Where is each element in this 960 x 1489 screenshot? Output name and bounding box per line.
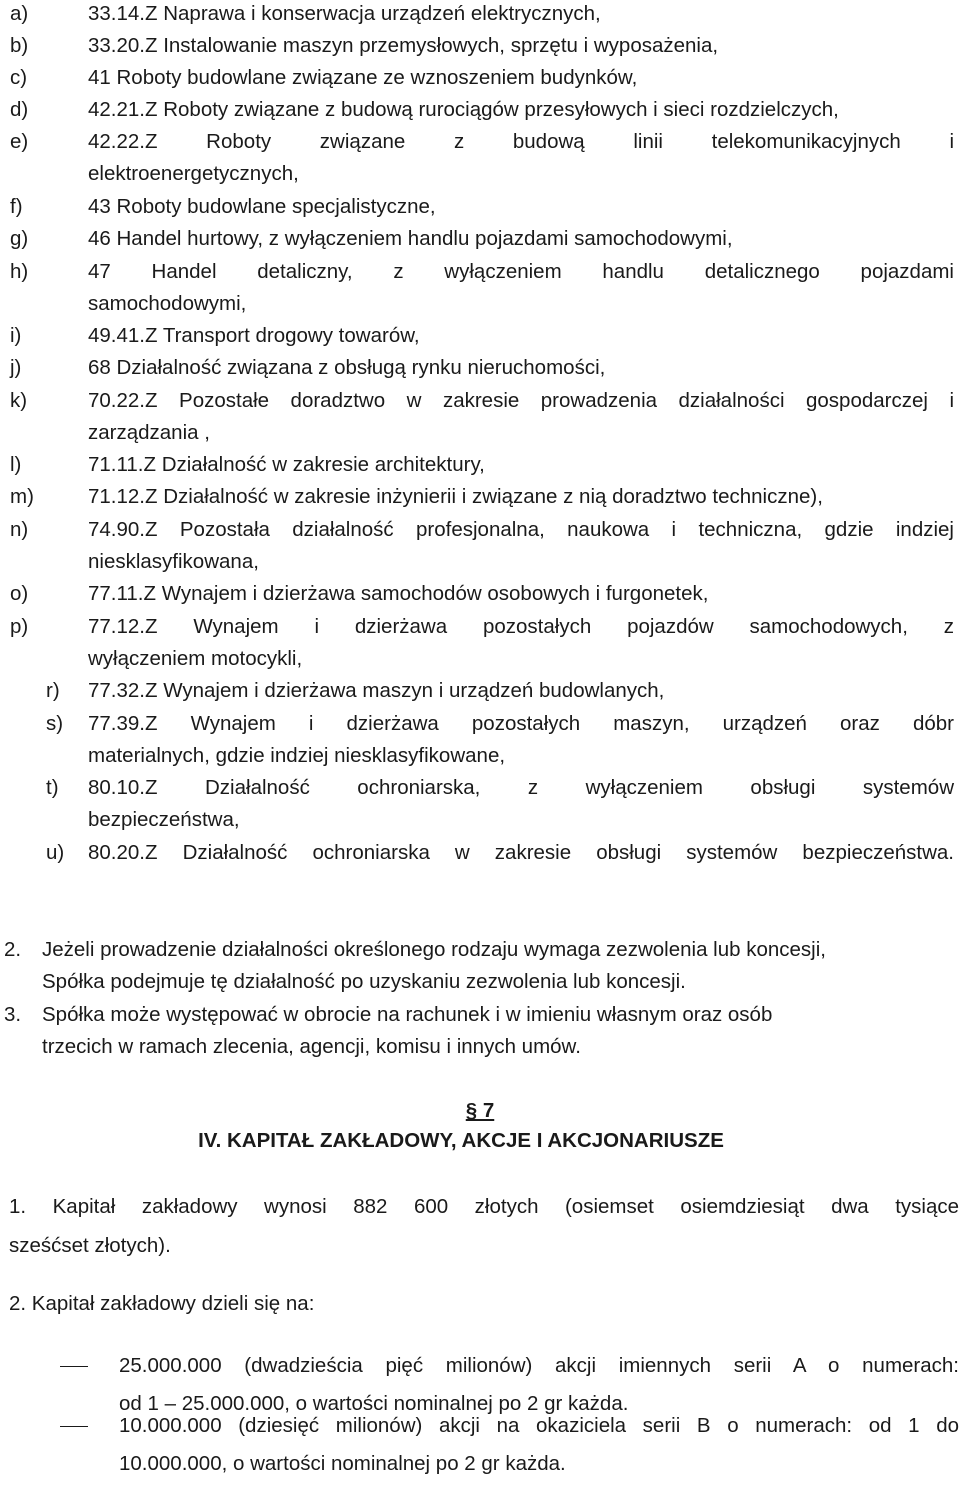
list-item-label: c) bbox=[10, 66, 28, 89]
dash-bullet-icon bbox=[60, 1366, 88, 1367]
list-item-text: 80.20.Z Działalność ochroniarska w zakresie obsługi systemów bezpieczeństwa. bbox=[88, 841, 954, 864]
list-item-label: t) bbox=[46, 776, 59, 799]
list-item-text: 33.14.Z Naprawa i konserwacja urządzeń elektrycznych, bbox=[88, 2, 601, 25]
list-item-text: 43 Roboty budowlane specjalistyczne, bbox=[88, 195, 436, 218]
list-item-label: m) bbox=[10, 485, 34, 508]
list-item-text-continued: wyłączeniem motocykli, bbox=[88, 647, 303, 670]
list-item-label: j) bbox=[10, 356, 22, 379]
paragraph-text-continued: Spółka podejmuje tę działalność po uzyskaniu zezwolenia lub koncesji. bbox=[42, 970, 686, 993]
list-item-text-continued: bezpieczeństwa, bbox=[88, 808, 240, 831]
capital-paragraph-2: 2. Kapitał zakładowy dzieli się na: bbox=[9, 1292, 315, 1315]
list-item-text: 77.32.Z Wynajem i dzierżawa maszyn i urządzeń budowlanych, bbox=[88, 679, 665, 702]
list-item-text-continued: samochodowymi, bbox=[88, 292, 247, 315]
list-item-text: 71.12.Z Działalność w zakresie inżynierii i związane z nią doradztwo techniczne), bbox=[88, 485, 823, 508]
list-item-text: 80.10.Z Działalność ochroniarska, z wyłączeniem obsługi systemów bbox=[88, 776, 954, 799]
list-item-label: k) bbox=[10, 389, 28, 412]
list-item-text: 25.000.000 (dwadzieścia pięć milionów) akcji imiennych serii A o numerach: bbox=[119, 1354, 959, 1377]
list-item-label: o) bbox=[10, 582, 29, 605]
list-item-text: 10.000.000 (dziesięć milionów) akcji na okaziciela serii B o numerach: od 1 do bbox=[119, 1414, 959, 1437]
list-item-label: d) bbox=[10, 98, 29, 121]
list-item-text: 71.11.Z Działalność w zakresie architektury, bbox=[88, 453, 485, 476]
list-item-text: 70.22.Z Pozostałe doradztwo w zakresie prowadzenia działalności gospodarczej i bbox=[88, 389, 954, 412]
list-item-text: 74.90.Z Pozostała działalność profesjonalna, naukowa i techniczna, gdzie indziej bbox=[88, 518, 954, 541]
list-item-text-continued: elektroenergetycznych, bbox=[88, 162, 299, 185]
paragraph-text: Jeżeli prowadzenie działalności określonego rodzaju wymaga zezwolenia lub koncesji, bbox=[42, 938, 826, 961]
list-item-label: a) bbox=[10, 2, 29, 25]
list-item-label: n) bbox=[10, 518, 29, 541]
list-item-text: 42.21.Z Roboty związane z budową rurociągów przesyłowych i sieci rozdzielczych, bbox=[88, 98, 839, 121]
list-item-text: 46 Handel hurtowy, z wyłączeniem handlu pojazdami samochodowymi, bbox=[88, 227, 733, 250]
list-item-text: 77.11.Z Wynajem i dzierżawa samochodów osobowych i furgonetek, bbox=[88, 582, 709, 605]
list-item-label: p) bbox=[10, 615, 29, 638]
list-item-text: 49.41.Z Transport drogowy towarów, bbox=[88, 324, 420, 347]
list-item-label: e) bbox=[10, 130, 29, 153]
paragraph-number: 3. bbox=[4, 1003, 22, 1026]
paragraph-text-continued: trzecich w ramach zlecenia, agencji, komisu i innych umów. bbox=[42, 1035, 581, 1058]
list-item-text: 47 Handel detaliczny, z wyłączeniem handlu detalicznego pojazdami bbox=[88, 260, 954, 283]
dash-bullet-icon bbox=[60, 1426, 88, 1427]
list-item-text-continued: niesklasyfikowana, bbox=[88, 550, 259, 573]
list-item-text-continued: 10.000.000, o wartości nominalnej po 2 gr każda. bbox=[119, 1452, 566, 1475]
list-item-label: l) bbox=[10, 453, 22, 476]
list-item-text: 68 Działalność związana z obsługą rynku nieruchomości, bbox=[88, 356, 606, 379]
list-item-text: 42.22.Z Roboty związane z budową linii telekomunikacyjnych i bbox=[88, 130, 954, 153]
list-item-label: g) bbox=[10, 227, 29, 250]
list-item-text: 33.20.Z Instalowanie maszyn przemysłowych, sprzętu i wyposażenia, bbox=[88, 34, 719, 57]
section-title: IV. KAPITAŁ ZAKŁADOWY, AKCJE I AKCJONARIUSZE bbox=[198, 1129, 724, 1152]
paragraph-text: Spółka może występować w obrocie na rachunek i w imieniu własnym oraz osób bbox=[42, 1003, 773, 1026]
list-item-label: b) bbox=[10, 34, 29, 57]
list-item-label: i) bbox=[10, 324, 22, 347]
list-item-text-continued: zarządzania , bbox=[88, 421, 210, 444]
list-item-label: r) bbox=[46, 679, 60, 702]
list-item-text: 41 Roboty budowlane związane ze wznoszeniem budynków, bbox=[88, 66, 638, 89]
section-mark: § 7 bbox=[465, 1099, 495, 1122]
list-item-label: h) bbox=[10, 260, 29, 283]
list-item-label: u) bbox=[46, 841, 65, 864]
list-item-label: f) bbox=[10, 195, 23, 218]
capital-paragraph-1: 1. Kapitał zakładowy wynosi 882 600 złotych (osiemset osiemdziesiąt dwa tysiące bbox=[9, 1195, 959, 1218]
paragraph-number: 2. bbox=[4, 938, 22, 961]
list-item-text-continued: od 1 – 25.000.000, o wartości nominalnej po 2 gr każda. bbox=[119, 1392, 629, 1415]
list-item-text-continued: materialnych, gdzie indziej niesklasyfikowane, bbox=[88, 744, 506, 767]
list-item-label: s) bbox=[46, 712, 64, 735]
capital-paragraph-1-continued: sześćset złotych). bbox=[9, 1234, 171, 1257]
list-item-text: 77.12.Z Wynajem i dzierżawa pozostałych pojazdów samochodowych, z bbox=[88, 615, 954, 638]
list-item-text: 77.39.Z Wynajem i dzierżawa pozostałych maszyn, urządzeń oraz dóbr bbox=[88, 712, 954, 735]
